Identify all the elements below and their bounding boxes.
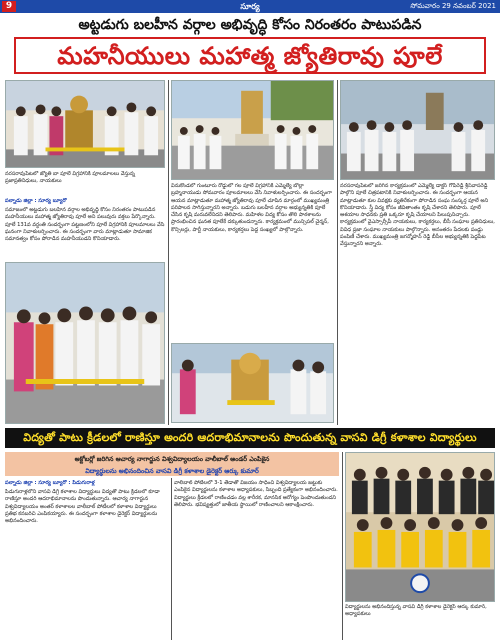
story1-kicker: అట్టడుగు బలహీన వర్గాల అభివృద్ధి కోసం నిరంతరం పాటుపడిన [78, 17, 422, 33]
photo-garlanding-statue [5, 80, 165, 168]
photo-statue-closeup [171, 343, 334, 423]
photo-women-garlanding [5, 262, 165, 424]
photo-volleyball-team [345, 452, 495, 602]
story2-headline-band [5, 428, 495, 448]
story1-dateline [5, 198, 165, 206]
column-divider [342, 452, 343, 640]
paper-name: సూర్య [240, 2, 260, 11]
story1-dateline-text: పల్నాడు జిల్లా : సూర్య బ్యూరో [5, 198, 67, 204]
column-divider [171, 478, 172, 640]
story1-headline: మహనీయులు మహాత్మ జ్యోతిరావు పూలే [57, 41, 443, 70]
story2-col2-text: వాలీబాల్ పోటీలలో 3-1 తేడాతో విజయం సాధించి విశ్వవిద్యాలయ జట్టుకు ఎంపికైన విద్యార్థులను కళాశాల అధ్యాపకులు, సిబ్బంది ప్రత్యేకంగా అభినందించారు. విద్యార్థులు క్రీడలలో రాణించడం వల్ల శారీరక, మానసిక ఆరోగ్యం పెంపొందుతుందని తెలిపారు. భవిష్యత్తులో జాతీయ స్థాయిలో రాణించాలని ఆకాంక్షించారు. [174, 480, 338, 508]
photo-leaders-group [340, 80, 495, 180]
story2-headline: విద్యతో పాటు క్రీడలలో రాణిస్తూ అందరి ఆదరాభిమానాలను పొందుతున్న వాసవి డిగ్రీ కళాశాల విద్యార్థులు [23, 431, 477, 444]
column-divider [168, 80, 169, 425]
story2-subhead [5, 452, 339, 476]
story2-dateline-text: పల్నాడు జిల్లా : సూర్య బ్యూరో : పిడుగురాళ్ల [5, 480, 95, 486]
story2-col1-text: పిడుగురాళ్లలోని వాసవి డిగ్రీ కళాశాల విద్యార్థులు విద్యతో పాటు క్రీడలలో కూడా రాణిస్తూ అందరి ఆదరాభిమానాలను పొందుతున్నారు. ఆచార్య నాగార్జున విశ్వవిద్యాలయం అంతర్ కళాశాలల వాలీబాల్ పోటీలలో కళాశాల విద్యార్థులు ప్రతిభ కనబరిచి ఎంపికయ్యారు. ఈ సందర్భంగా కళాశాల డైరెక్టర్ విద్యార్థులను అభినందించారు. [5, 489, 160, 525]
photo-statue-tribute [171, 80, 334, 180]
issue-date: సోమవారం 29 నవంబర్ 2021 [410, 2, 496, 10]
story1-col2-text: వినుకొండలో గుంటూరు రోడ్డులో గల పూలే విగ్రహానికి ఎమ్మెల్యే బొల్లా బ్రహ్మనాయుడు సోమవారం పూలమాలలు వేసి నివాళులర్పించారు. ఈ సందర్భంగా ఆయన మాట్లాడుతూ మహాత్మ జ్యోతిరావు పూలే చూపిన మార్గంలో ముఖ్యమంత్రి పరిపాలన సాగిస్తున్నారని అన్నారు. బడుగు బలహీన వర్గాల అభ్యున్నతికి పూలే చేసిన కృషి మరువలేనిదని తెలిపారు. మహిళల విద్య కోసం తొలి పాఠశాలను ప్రారంభించిన ఘనత పూలేకే దక్కుతుందన్నారు. కార్యక్రమంలో మున్సిపల్ చైర్మన్, కౌన్సిలర్లు, పార్టీ నాయకులు, కార్యకర్తలు పెద్ద సంఖ్యలో పాల్గొన్నారు. [171, 183, 333, 233]
page-number: 9 [2, 1, 16, 12]
story2-dateline [5, 480, 169, 488]
photo1-caption: నరసరావుపేటలో జ్యోతి బా పూలే విగ్రహానికి పూలమాలలు వేస్తున్న ప్రజాప్రతినిధులు, నాయకులు [5, 171, 136, 185]
story1-col1-text: సమాజంలో అట్టడుగు బలహీన వర్గాల అభివృద్ధి కోసం నిరంతరం పాటుపడిన మహనీయులు మహాత్మ జ్యోతిరావు పూలే అని పలువురు వక్తలు పేర్కొన్నారు. పూలే 131వ వర్ధంతి సందర్భంగా పట్టణంలోని పూలే విగ్రహానికి పూలమాలలు వేసి ఘనంగా నివాళులర్పించారు. ఈ సందర్భంగా వారు మాట్లాడుతూ సామాజిక సమానత్వం కోసం పోరాడిన మహనీయుడని కొనియాడారు. [5, 207, 165, 243]
story2-subhead-line1: అక్టోబర్లో జరిగిన ఆచార్య నాగార్జున విశ్వవిద్యాలయం వాలీబాల్ అండర్ ఎంపికైన [74, 455, 270, 463]
story2-photo-caption: విద్యార్థులను అభినందిస్తున్న వాసవి డిగ్రీ కళాశాల డైరెక్టర్ ఆర్కు కుమార్, అధ్యాపకులు [345, 604, 487, 618]
story2-subhead-line2: విద్యార్థులను అభినందించిన వాసవి డిగ్రీ కళాశాల డైరెక్టర్ ఆర్కు కుమార్ [85, 467, 259, 475]
story1-col3-text: నరసరావుపేటలో జరిగిన కార్యక్రమంలో ఎమ్మెల్యే డాక్టర్ గోపిరెడ్డి శ్రీనివాసరెడ్డి పాల్గొని పూలే చిత్రపటానికి నివాళులర్పించారు. ఈ సందర్భంగా ఆయన మాట్లాడుతూ కుల వివక్షకు వ్యతిరేకంగా పోరాడిన సంఘ సంస్కర్త పూలే అని కొనియాడారు. స్త్రీ విద్య కోసం జీవితాంతం కృషి చేశారని తెలిపారు. పూలే ఆశయాల సాధనకు ప్రతి ఒక్కరూ కృషి చేయాలని పిలుపునిచ్చారు. కార్యక్రమంలో వైఎస్సార్సీపీ నాయకులు, కార్యకర్తలు, బీసీ సంఘాల ప్రతినిధులు, వివిధ ప్రజా సంఘాల నాయకులు పాల్గొన్నారు. అనంతరం పేదలకు పండ్లు పంపిణీ చేశారు. ముఖ్యమంత్రి జగన్మోహన్ రెడ్డి బీసీల అభ్యున్నతికి పెద్దపీట వేస్తున్నారని అన్నారు. [340, 183, 495, 248]
column-divider [337, 80, 338, 425]
